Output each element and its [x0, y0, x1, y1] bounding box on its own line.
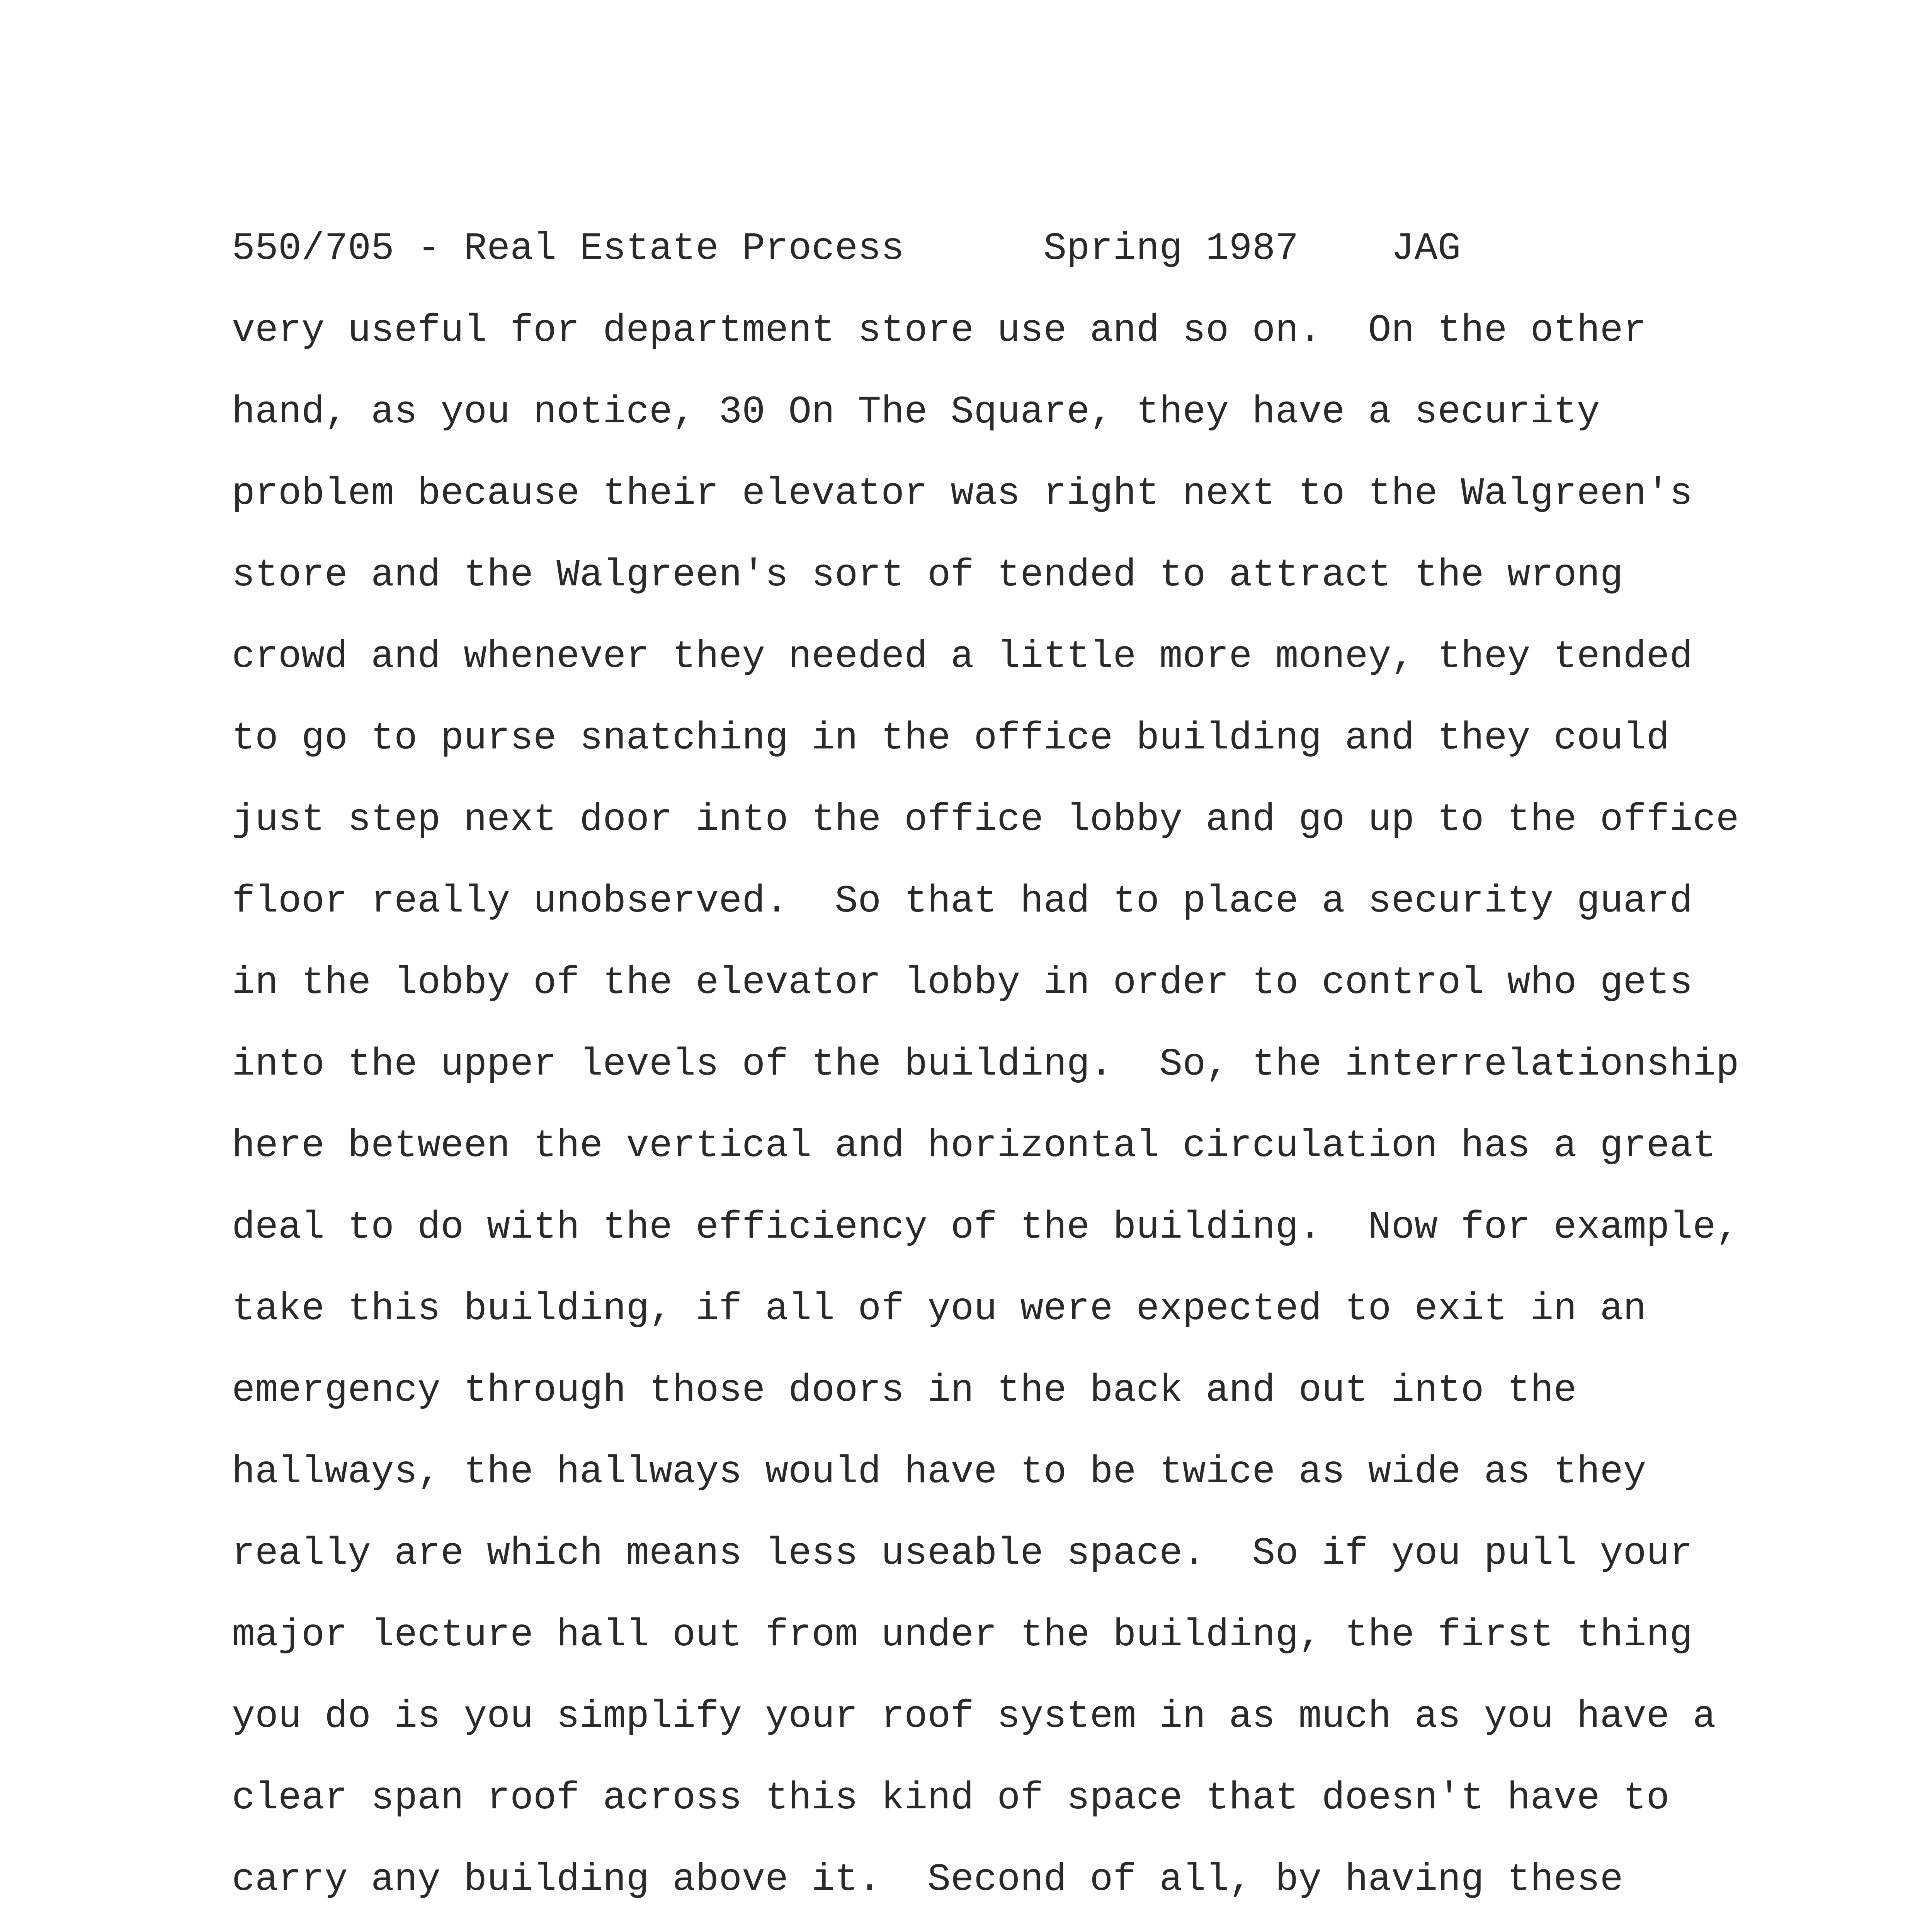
text-line: just step next door into the office lobby and go up to the office — [232, 798, 1739, 842]
text-line: hallways, the hallways would have to be twice as wide as they — [232, 1451, 1646, 1494]
page-header — [232, 220, 1461, 278]
text-line: floor really unobserved. So that had to place a security guard — [232, 880, 1693, 923]
text-line: to go to purse snatching in the office building and they could — [232, 717, 1670, 760]
text-line: here between the vertical and horizontal circulation has a great — [232, 1124, 1716, 1168]
text-line: into the upper levels of the building. So, the interrelationship — [232, 1043, 1739, 1087]
text-line: in the lobby of the elevator lobby in order to control who gets — [232, 961, 1693, 1005]
header-course: 550/705 - Real Estate Process — [232, 227, 905, 271]
text-line: emergency through those doors in the back and out into the — [232, 1369, 1577, 1413]
text-line: problem because their elevator was right next to the Walgreen's — [232, 472, 1693, 516]
header-term: Spring 1987 — [1043, 227, 1299, 271]
text-line: crowd and whenever they needed a little more money, they tended — [232, 635, 1693, 679]
text-line: deal to do with the efficiency of the building. Now for example, — [232, 1206, 1739, 1250]
text-line: clear span roof across this kind of space that doesn't have to — [232, 1777, 1670, 1820]
text-line: hand, as you notice, 30 On The Square, they have a security — [232, 391, 1600, 434]
transcript-body — [232, 302, 1739, 1932]
text-line: major lecture hall out from under the building, the first thing — [232, 1614, 1693, 1657]
text-line: really are which means less useable space. So if you pull your — [232, 1532, 1693, 1576]
text-line: take this building, if all of you were expected to exit in an — [232, 1287, 1646, 1331]
text-line: carry any building above it. Second of all, by having these — [232, 1858, 1623, 1902]
text-line: store and the Walgreen's sort of tended to attract the wrong — [232, 554, 1623, 597]
text-line: very useful for department store use and so on. On the other — [232, 309, 1646, 353]
text-line: you do is you simplify your roof system in as much as you have a — [232, 1695, 1716, 1739]
header-initials: JAG — [1391, 227, 1461, 271]
